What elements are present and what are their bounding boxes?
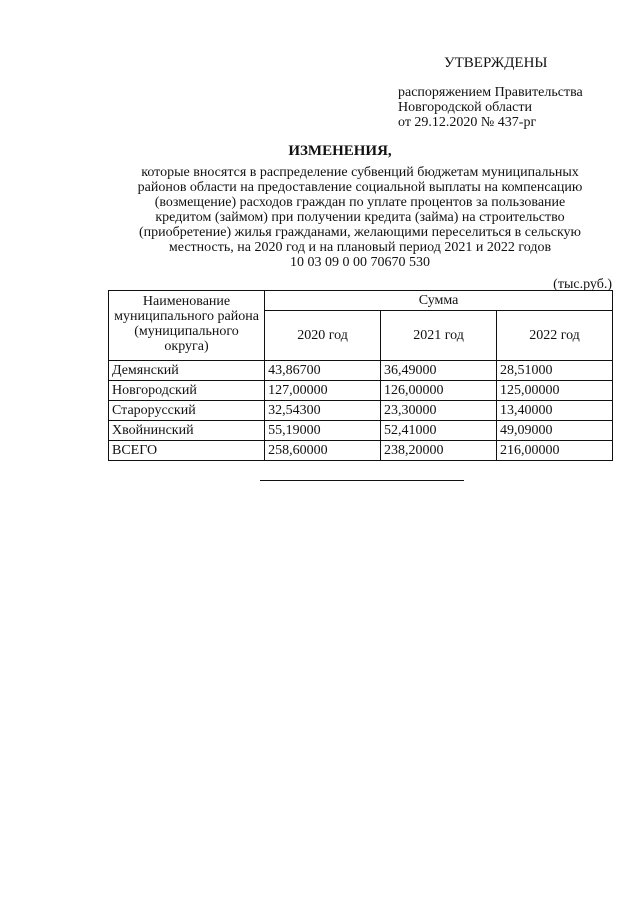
amount-2021: 52,41000 [381, 421, 497, 441]
total-2022: 216,00000 [497, 441, 613, 461]
name-column-header: Наименование муниципального района (муниципального округа) [109, 291, 265, 361]
district-name: Демянский [109, 361, 265, 381]
subtitle-line: местность, на 2020 год и на плановый период 2021 и 2022 годов [168, 240, 552, 255]
budget-code: 10 03 09 0 00 70670 530 [290, 255, 430, 270]
amount-2022: 13,40000 [497, 401, 613, 421]
amount-2021: 23,30000 [381, 401, 497, 421]
district-name: Старорусский [109, 401, 265, 421]
units-label: (тыс.руб.) [553, 277, 612, 292]
district-name: Новгородский [109, 381, 265, 401]
amount-2022: 125,00000 [497, 381, 613, 401]
table-row [109, 381, 613, 401]
subtitle-line: которые вносятся в распределение субвенций бюджетам муниципальных [141, 165, 579, 180]
approval-line-3: от 29.12.2020 № 437-рг [398, 115, 537, 130]
year-header-2022: 2022 год [497, 310, 613, 360]
amount-2020: 55,19000 [265, 421, 381, 441]
amount-2020: 32,54300 [265, 401, 381, 421]
table-header-row [109, 291, 613, 311]
table-row [109, 361, 613, 381]
subtitle-line: районов области на предоставление социальной выплаты на компенсацию [137, 180, 583, 195]
document-title: ИЗМЕНЕНИЯ, [288, 143, 392, 159]
document-subtitle [110, 165, 610, 270]
table-row [109, 401, 613, 421]
table-row [109, 421, 613, 441]
total-2020: 258,60000 [265, 441, 381, 461]
sum-column-header: Сумма [265, 291, 613, 311]
district-name: Хвойнинский [109, 421, 265, 441]
approval-block [398, 56, 628, 130]
approval-line-2: Новгородской области [398, 100, 532, 115]
approval-heading: УТВЕРЖДЕНЫ [444, 55, 548, 71]
amount-2021: 126,00000 [381, 381, 497, 401]
amount-2022: 28,51000 [497, 361, 613, 381]
amount-2020: 43,86700 [265, 361, 381, 381]
subvention-table [108, 290, 613, 461]
year-header-2021: 2021 год [381, 310, 497, 360]
year-header-2020: 2020 год [265, 310, 381, 360]
approval-line-1: распоряжением Правительства [398, 85, 583, 100]
amount-2021: 36,49000 [381, 361, 497, 381]
total-2021: 238,20000 [381, 441, 497, 461]
closing-rule [260, 480, 464, 481]
subtitle-line: (приобретение) жилья гражданами, желающими переселиться в сельскую [138, 225, 582, 240]
amount-2020: 127,00000 [265, 381, 381, 401]
subtitle-line: кредитом (займом) при получении кредита (займа) на строительство [155, 210, 565, 225]
amount-2022: 49,09000 [497, 421, 613, 441]
subtitle-line: (возмещение) расходов граждан по уплате процентов за пользование [154, 195, 566, 210]
total-label: ВСЕГО [109, 441, 265, 461]
table-total-row [109, 441, 613, 461]
